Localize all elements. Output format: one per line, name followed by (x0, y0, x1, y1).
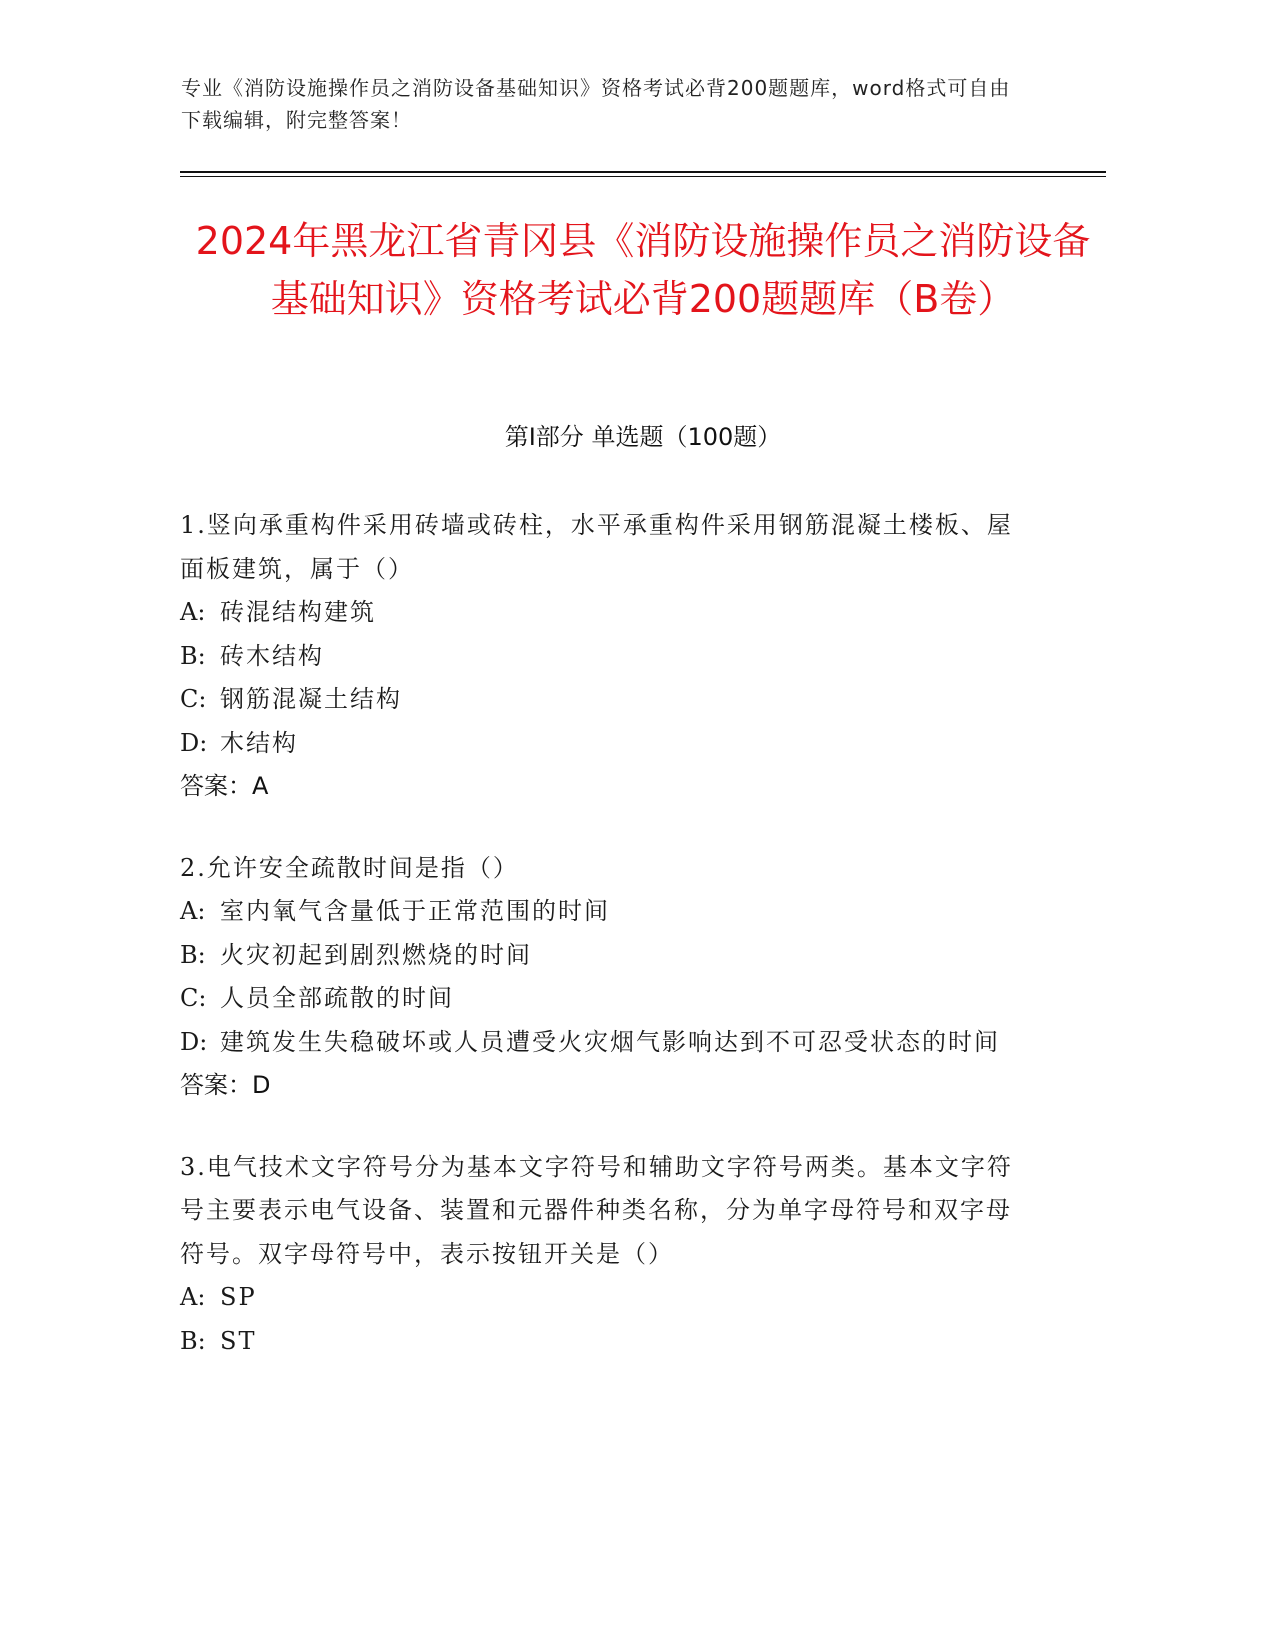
option-label: A: (180, 598, 206, 626)
header-divider-thin (180, 176, 1106, 177)
option-label: B: (180, 641, 206, 670)
question-2 (180, 847, 1030, 1108)
option-c (180, 678, 1030, 722)
option-b (180, 635, 1030, 679)
option-text: 木结构 (220, 728, 298, 757)
option-label: D: (180, 728, 208, 757)
option-text: 钢筋混凝土结构 (220, 685, 402, 713)
option-c (180, 977, 1030, 1021)
option-text: 室内氧气含量低于正常范围的时间 (220, 897, 610, 925)
option-b (180, 934, 1030, 978)
question-1 (180, 504, 1030, 809)
option-label: A: (180, 1283, 206, 1311)
question-list (180, 504, 1030, 1401)
option-a (180, 591, 1030, 635)
question-3 (180, 1146, 1030, 1364)
question-stem: 3.电气技术文字符号分为基本文字符号和辅助文字符号两类。基本文字符号主要表示电气设备、装置和元器件种类名称，分为单字母符号和双字母符号。双字母符号中，表示按钮开关是（） (180, 1152, 1013, 1268)
header-note: 专业《消防设施操作员之消防设备基础知识》资格考试必背200题题库，word格式可自由下载编辑，附完整答案！ (181, 76, 1011, 132)
option-label: D: (180, 1027, 208, 1056)
option-text: ST (220, 1326, 257, 1355)
answer: 答案：A (180, 772, 269, 800)
option-a (180, 890, 1030, 934)
option-label: A: (180, 897, 206, 925)
option-label: B: (180, 1326, 206, 1355)
option-label: C: (180, 984, 207, 1012)
option-label: C: (180, 685, 207, 713)
section-title: 第I部分 单选题（100题） (504, 423, 782, 451)
option-b (180, 1320, 1030, 1364)
option-text: 砖木结构 (220, 641, 324, 670)
document-title: 2024年黑龙江省青冈县《消防设施操作员之消防设备基础知识》资格考试必背200题题库（B卷） (195, 219, 1091, 321)
option-text: 火灾初起到剧烈燃烧的时间 (220, 940, 532, 969)
option-text: 人员全部疏散的时间 (220, 984, 454, 1012)
option-text: 砖混结构建筑 (220, 598, 376, 626)
question-stem: 2.允许安全疏散时间是指（） (180, 853, 519, 882)
question-stem: 1.竖向承重构件采用砖墙或砖柱，水平承重构件采用钢筋混凝土楼板、屋面板建筑，属于（） (180, 511, 1013, 583)
option-d (180, 1021, 1030, 1065)
answer: 答案：D (180, 1071, 271, 1099)
option-a (180, 1276, 1030, 1320)
option-label: B: (180, 940, 206, 969)
option-d (180, 722, 1030, 766)
option-text: SP (220, 1283, 257, 1311)
option-text: 建筑发生失稳破坏或人员遭受火灾烟气影响达到不可忍受状态的时间 (220, 1027, 1000, 1056)
header-divider-thick (180, 171, 1106, 173)
